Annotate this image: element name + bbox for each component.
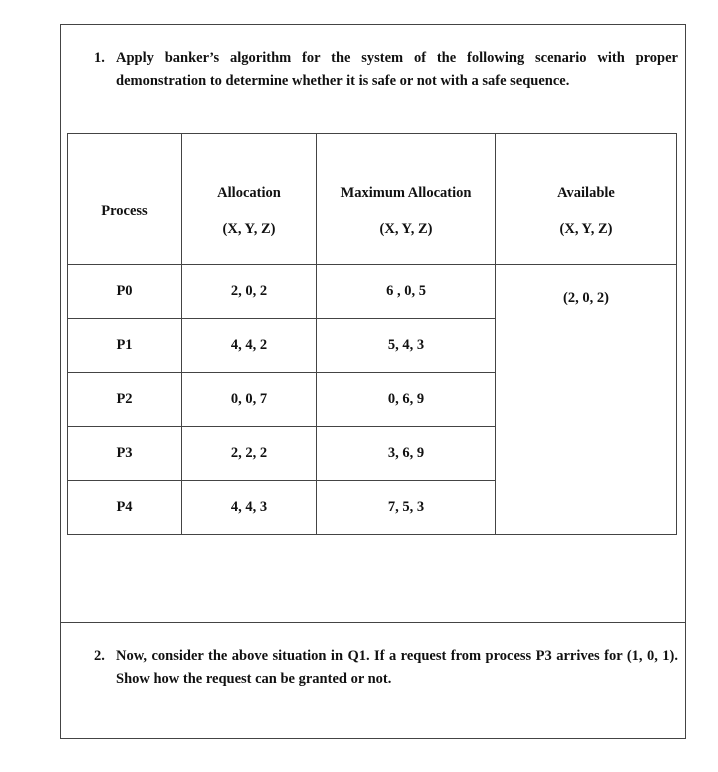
header-allocation-sub: (X, Y, Z) xyxy=(222,221,276,237)
process-cell: P1 xyxy=(68,319,182,373)
header-available-label: Available xyxy=(557,185,615,201)
maximum-cell: 0, 6, 9 xyxy=(317,373,496,427)
process-cell: P4 xyxy=(68,481,182,535)
header-process xyxy=(68,134,182,265)
available-cell xyxy=(496,265,677,535)
question-2 xyxy=(94,645,678,691)
header-available xyxy=(496,134,677,265)
maximum-cell: 5, 4, 3 xyxy=(317,319,496,373)
question-1-number: 1. xyxy=(94,50,105,66)
question-2-number: 2. xyxy=(94,648,105,664)
allocation-cell: 4, 4, 3 xyxy=(182,481,317,535)
available-value: (2, 0, 2) xyxy=(563,290,609,306)
process-cell: P3 xyxy=(68,427,182,481)
header-process-label: Process xyxy=(101,203,148,219)
allocation-cell: 0, 0, 7 xyxy=(182,373,317,427)
header-allocation xyxy=(182,134,317,265)
header-maximum-label: Maximum Allocation xyxy=(340,185,472,201)
table-row xyxy=(68,265,677,319)
question-2-text: Now, consider the above situation in Q1. If a request from process P3 arrives for (1, 0, 1). Show how the request can be granted or not. xyxy=(116,648,678,687)
question-1-text: Apply banker’s algorithm for the system of the following scenario with proper demonstration to determine whether it is safe or not with a safe sequence. xyxy=(116,50,678,89)
header-available-sub: (X, Y, Z) xyxy=(559,221,613,237)
process-cell: P0 xyxy=(68,265,182,319)
header-allocation-label: Allocation xyxy=(217,185,281,201)
maximum-cell: 3, 6, 9 xyxy=(317,427,496,481)
resource-allocation-table xyxy=(67,133,677,535)
allocation-cell: 2, 2, 2 xyxy=(182,427,317,481)
header-maximum xyxy=(317,134,496,265)
maximum-cell: 6 , 0, 5 xyxy=(317,265,496,319)
allocation-cell: 4, 4, 2 xyxy=(182,319,317,373)
process-cell: P2 xyxy=(68,373,182,427)
maximum-cell: 7, 5, 3 xyxy=(317,481,496,535)
table-header-row xyxy=(68,134,677,265)
allocation-cell: 2, 0, 2 xyxy=(182,265,317,319)
question-1 xyxy=(94,47,678,93)
header-maximum-sub: (X, Y, Z) xyxy=(379,221,433,237)
